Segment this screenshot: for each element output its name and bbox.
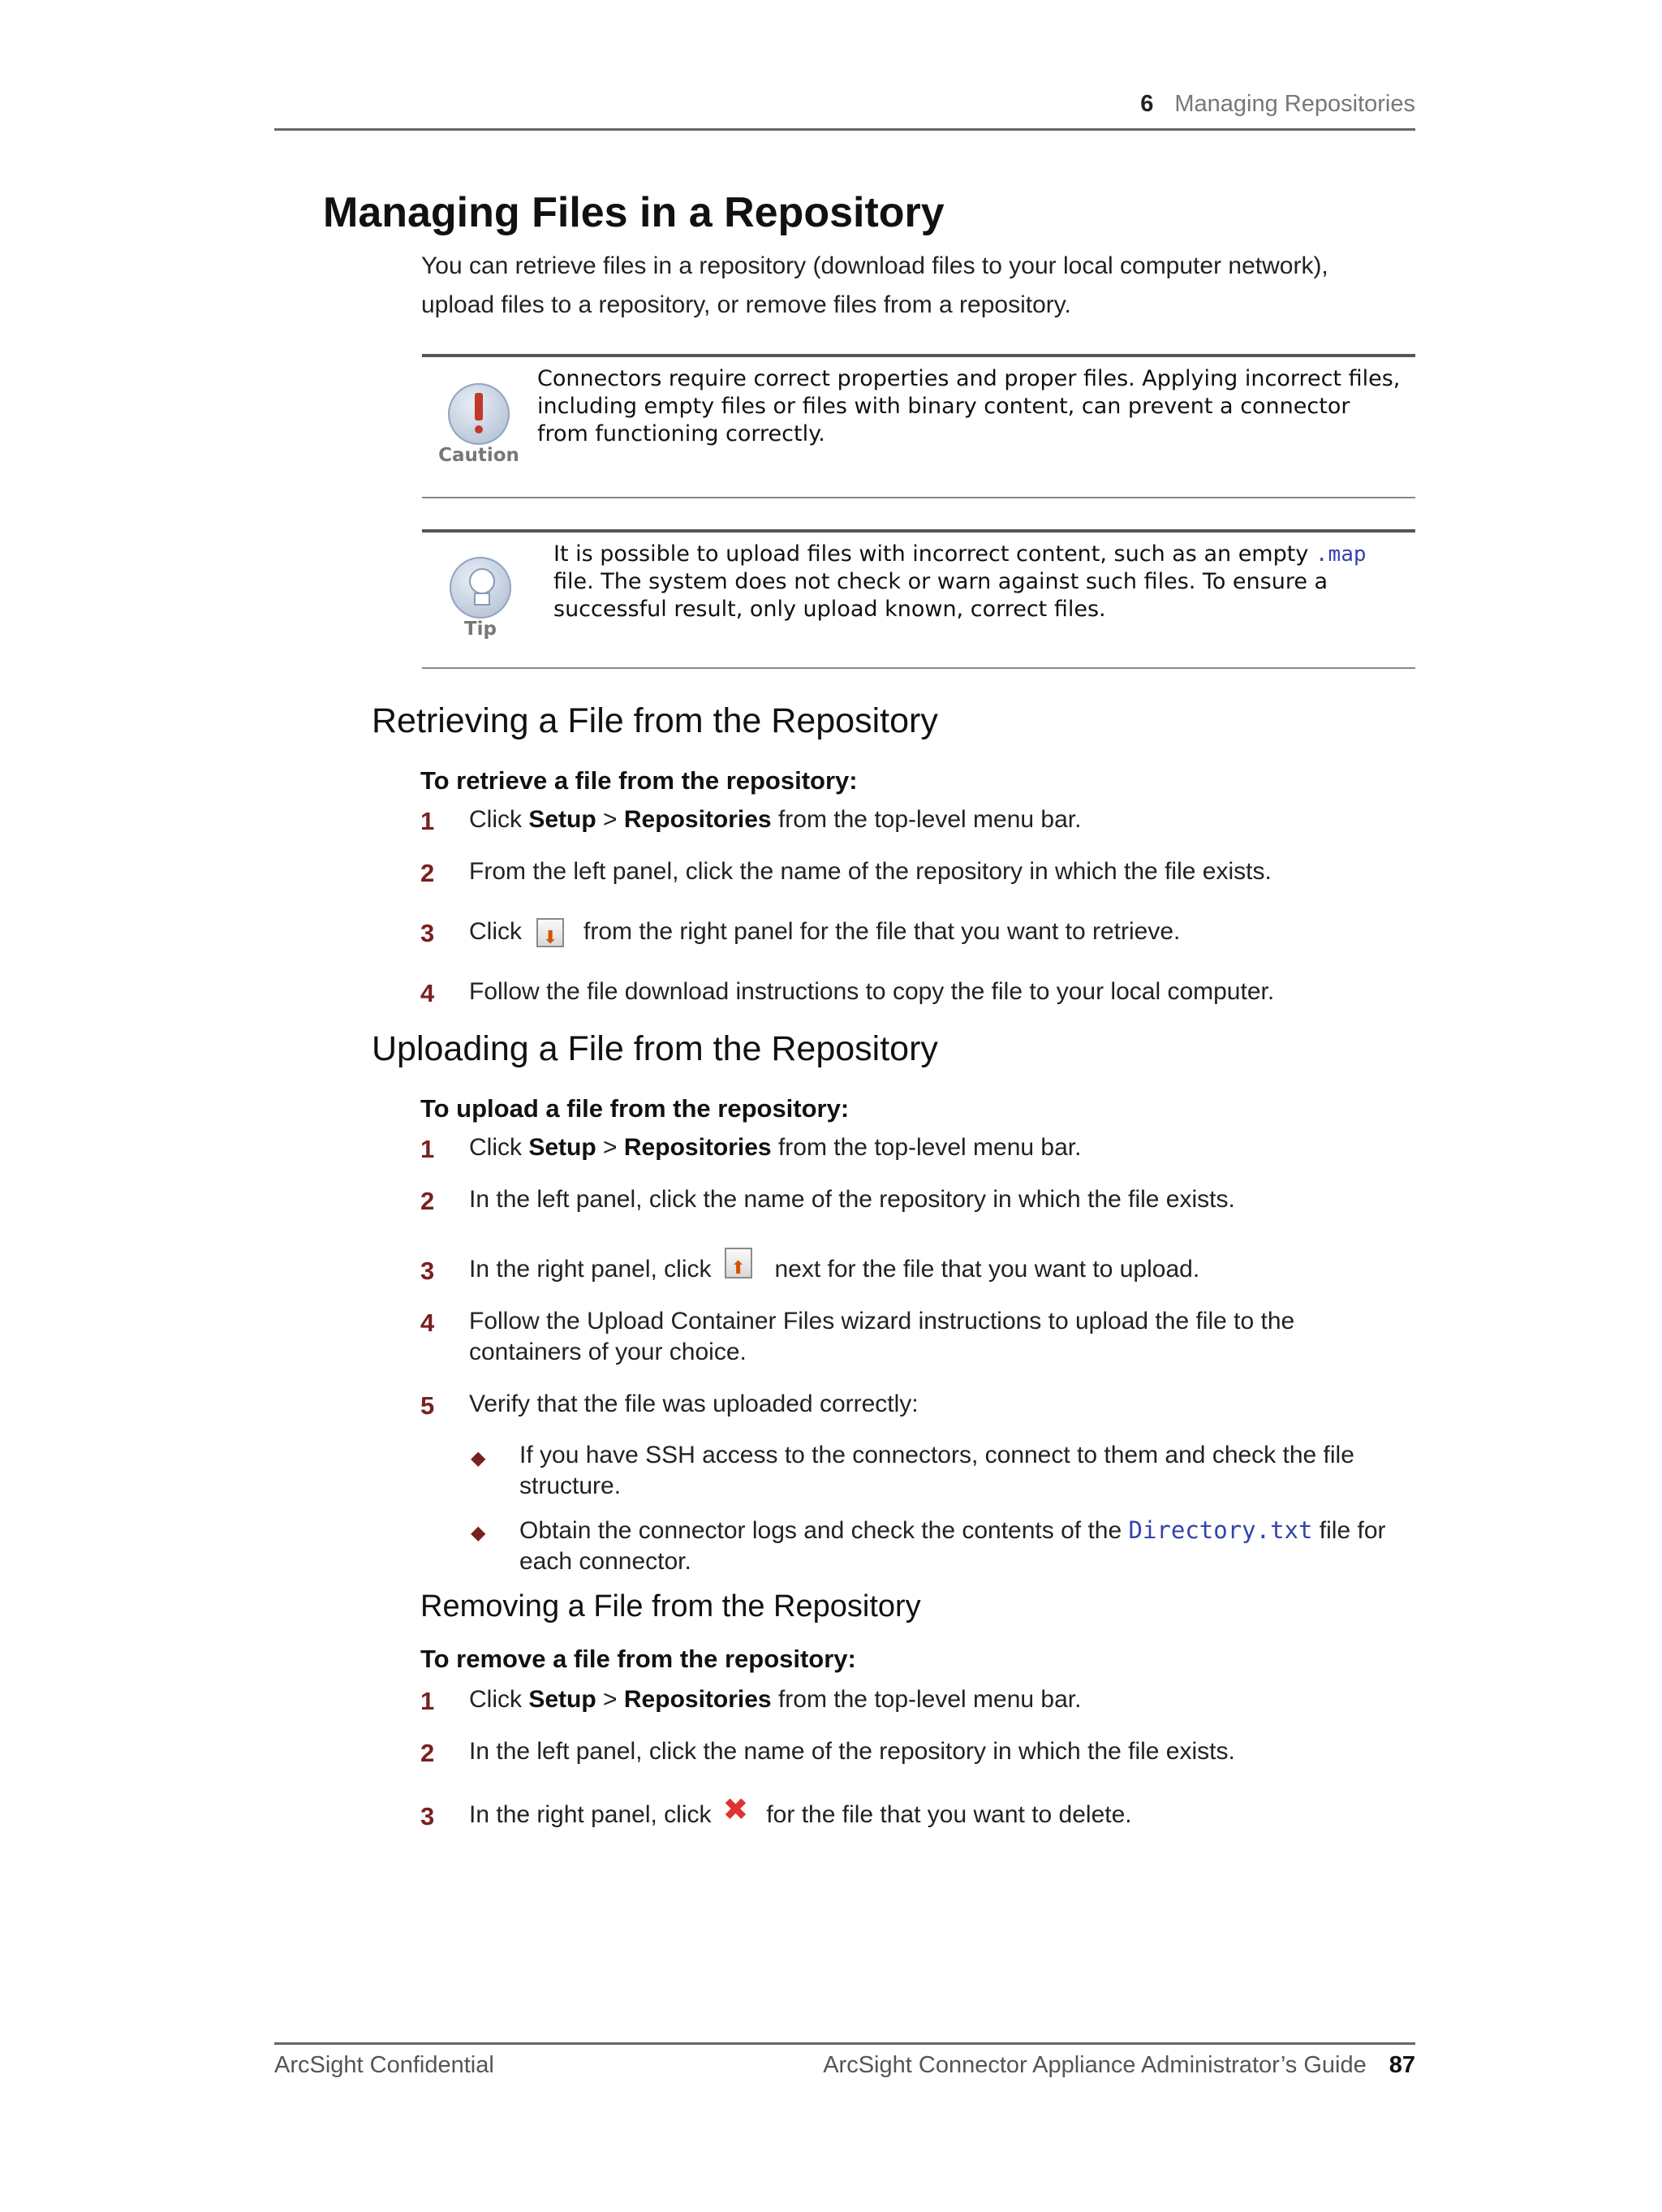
caution-line: from functioning correctly. [537, 421, 825, 446]
setup-menu-ref: Setup [528, 806, 596, 833]
upload-icon [725, 1248, 752, 1278]
chapter-title: Managing Repositories [1174, 91, 1415, 117]
upload-step-3 [469, 1254, 1199, 1285]
step-number: 3 [420, 1802, 435, 1830]
section-heading-remove: Removing a File from the Repository [420, 1589, 921, 1623]
step-number: 4 [420, 1309, 435, 1337]
step-line: Follow the Upload Container Files wizard instructions to upload the file to the [469, 1308, 1295, 1335]
step-text: from the top-level menu bar. [771, 1134, 1082, 1161]
repositories-menu-ref: Repositories [623, 806, 772, 833]
caution-top-rule [422, 354, 1415, 357]
step-number: 4 [420, 979, 435, 1007]
bullet-line: each connector. [519, 1548, 691, 1575]
step-number: 3 [420, 1257, 435, 1285]
header-divider [274, 128, 1415, 131]
step-number: 2 [420, 1187, 435, 1215]
bullet-diamond-icon: ◆ [471, 1522, 486, 1544]
lightbulb-icon [450, 557, 511, 619]
repositories-menu-ref: Repositories [623, 1134, 772, 1161]
step-text: > [596, 1134, 624, 1161]
chapter-number: 6 [1140, 91, 1154, 117]
retrieve-step-4: Follow the file download instructions to copy the file to your local computer. [469, 978, 1275, 1005]
caution-line: including empty files or files with binary content, can prevent a connector [537, 394, 1350, 419]
bullet-text: file for [1312, 1517, 1386, 1544]
step-number: 5 [420, 1391, 435, 1420]
intro-line: upload files to a repository, or remove files from a repository. [421, 291, 1071, 318]
retrieve-step-2: From the left panel, click the name of the repository in which the file exists. [469, 858, 1272, 885]
guide-title: ArcSight Connector Appliance Administrator’s Guide [823, 2052, 1367, 2078]
download-icon [536, 918, 564, 947]
bullet-text: Obtain the connector logs and check the contents of the [519, 1517, 1129, 1544]
delete-x-icon: ✖ [722, 1793, 749, 1828]
running-header [1140, 91, 1415, 118]
tip-line-text: It is possible to upload files with incorrect content, such as an empty [553, 541, 1315, 567]
procedure-title-upload: To upload a file from the repository: [420, 1094, 850, 1123]
tip-label: Tip [463, 619, 497, 640]
tip-line: successful result, only upload known, correct files. [553, 597, 1106, 622]
tip-text [553, 541, 1367, 623]
page-number: 87 [1389, 2052, 1415, 2078]
setup-menu-ref: Setup [528, 1134, 596, 1161]
remove-step-3 [469, 1793, 1132, 1830]
step-number: 3 [420, 919, 435, 947]
tip-bottom-rule [422, 667, 1415, 669]
section-heading-upload: Uploading a File from the Repository [372, 1029, 938, 1068]
caution-label: Caution [438, 445, 519, 466]
bullet-diamond-icon: ◆ [471, 1447, 486, 1469]
step-text: > [596, 806, 624, 833]
procedure-title-remove: To remove a file from the repository: [420, 1645, 856, 1673]
step-text: from the right panel for the file that you want to retrieve. [583, 918, 1181, 945]
upload-step-5: Verify that the file was uploaded correctly: [469, 1391, 919, 1417]
step-text: In the right panel, click [469, 1801, 712, 1828]
step-text: Click [469, 1686, 529, 1713]
directory-txt-file: Directory.txt [1128, 1516, 1313, 1544]
intro-paragraph [421, 247, 1328, 325]
bullet-line [519, 1515, 1386, 1546]
caution-text [537, 365, 1400, 448]
tip-icon [443, 557, 518, 640]
retrieve-step-1 [469, 804, 1081, 835]
upload-step-4 [469, 1306, 1294, 1368]
step-number: 2 [420, 1739, 435, 1767]
bullet-line: If you have SSH access to the connectors, connect to them and check the file [519, 1442, 1354, 1468]
section-heading-retrieve: Retrieving a File from the Repository [372, 701, 938, 740]
caution-line: Connectors require correct properties and proper files. Applying incorrect files, [537, 366, 1401, 391]
tip-top-rule [422, 529, 1415, 533]
upload-step-2: In the left panel, click the name of the repository in which the file exists. [469, 1186, 1235, 1213]
map-extension: .map [1315, 542, 1367, 567]
repositories-menu-ref: Repositories [623, 1686, 772, 1713]
procedure-title-retrieve: To retrieve a file from the repository: [420, 766, 858, 795]
step-text: Click [469, 1134, 529, 1161]
footer-guide-title [823, 2052, 1415, 2079]
caution-bottom-rule [422, 497, 1415, 498]
footer-confidential: ArcSight Confidential [274, 2052, 494, 2078]
step-number: 2 [420, 859, 435, 887]
remove-step-2: In the left panel, click the name of the repository in which the file exists. [469, 1738, 1235, 1765]
step-number: 1 [420, 807, 435, 835]
step-text: > [596, 1686, 624, 1713]
caution-icon [435, 383, 523, 466]
upload-bullet-2 [519, 1515, 1386, 1577]
exclamation-icon [448, 383, 510, 445]
remove-step-1 [469, 1684, 1081, 1715]
upload-bullet-1 [519, 1440, 1354, 1502]
page-title: Managing Files in a Repository [323, 189, 945, 236]
step-text: for the file that you want to delete. [766, 1801, 1132, 1828]
retrieve-step-3 [469, 916, 1180, 947]
step-text: In the right panel, click [469, 1256, 712, 1283]
step-text: Click [469, 806, 529, 833]
upload-step-1 [469, 1132, 1081, 1163]
step-number: 1 [420, 1687, 435, 1715]
bullet-line: structure. [519, 1473, 622, 1499]
step-text: Click [469, 918, 522, 945]
intro-line: You can retrieve files in a repository (download files to your local computer network), [421, 252, 1328, 279]
tip-line: file. The system does not check or warn against such files. To ensure a [553, 569, 1328, 594]
step-text: next for the file that you want to upload. [774, 1256, 1200, 1283]
footer-divider [274, 2042, 1415, 2045]
setup-menu-ref: Setup [528, 1686, 596, 1713]
step-text: from the top-level menu bar. [771, 1686, 1082, 1713]
tip-line [553, 541, 1367, 568]
step-line: containers of your choice. [469, 1339, 747, 1365]
step-number: 1 [420, 1135, 435, 1163]
step-text: from the top-level menu bar. [771, 806, 1082, 833]
